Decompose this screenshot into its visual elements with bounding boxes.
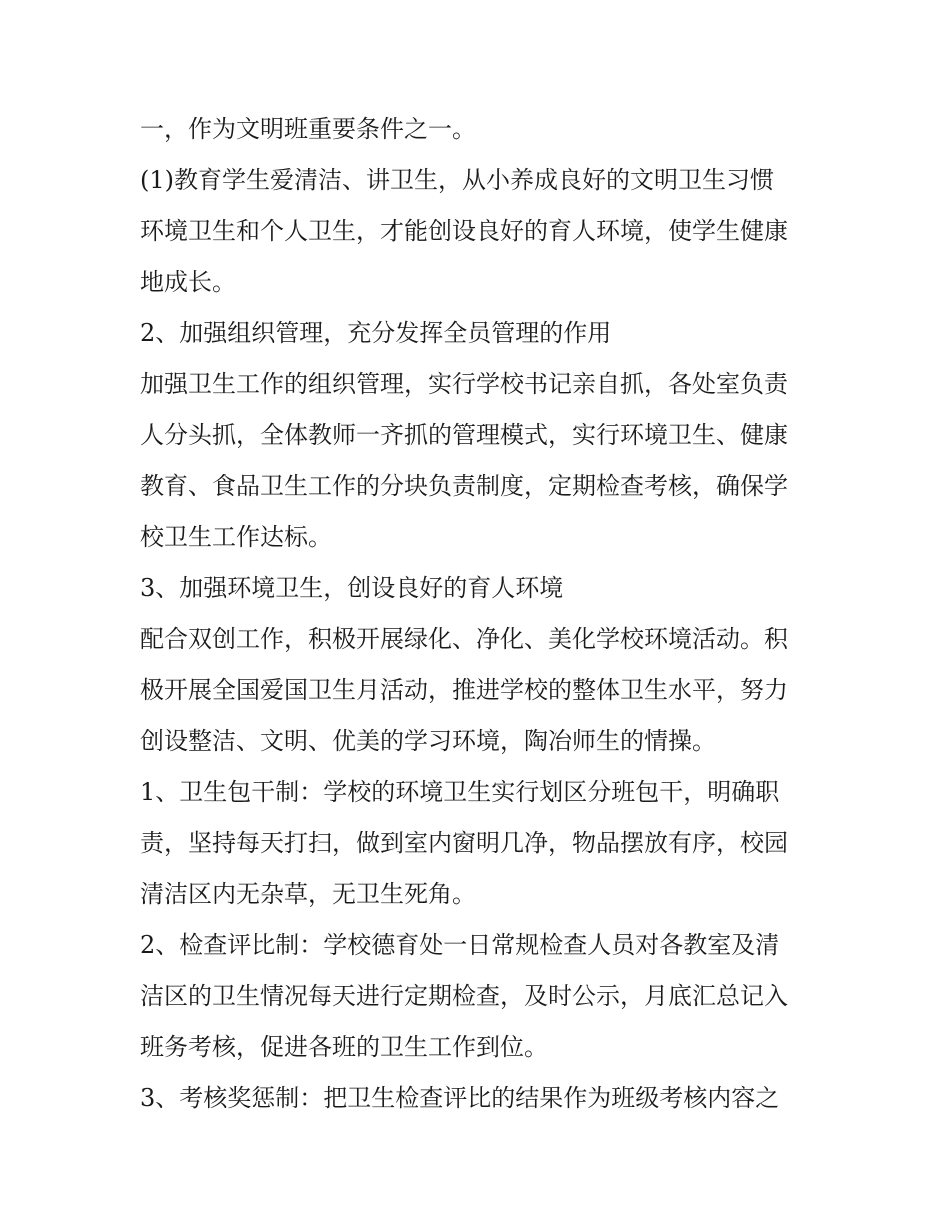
document-body	[140, 104, 820, 1124]
text-line: 清洁区内无杂草，无卫生死角。	[140, 880, 476, 908]
text-line: 班务考核，促进各班的卫生工作到位。	[140, 1033, 548, 1061]
text-line: 教育、食品卫生工作的分块负责制度，定期检查考核，确保学	[140, 472, 788, 500]
text-line: 责，坚持每天打扫，做到室内窗明几净，物品摆放有序，校园	[140, 829, 788, 857]
text-line: 一，作为文明班重要条件之一。	[140, 115, 476, 143]
text-line: (1)教育学生爱清洁、讲卫生，从小养成良好的文明卫生习惯	[140, 166, 774, 194]
section-heading: 3、加强环境卫生，创设良好的育人环境	[140, 574, 564, 602]
text-line: 1、卫生包干制：学校的环境卫生实行划区分班包干，明确职	[140, 778, 780, 806]
text-line: 配合双创工作，积极开展绿化、净化、美化学校环境活动。积	[140, 625, 788, 653]
text-line: 人分头抓，全体教师一齐抓的管理模式，实行环境卫生、健康	[140, 421, 788, 449]
text-line: 环境卫生和个人卫生，才能创设良好的育人环境，使学生健康	[140, 217, 788, 245]
text-line: 极开展全国爱国卫生月活动，推进学校的整体卫生水平，努力	[140, 676, 788, 704]
text-line: 创设整洁、文明、优美的学习环境，陶冶师生的情操。	[140, 727, 716, 755]
text-line: 加强卫生工作的组织管理，实行学校书记亲自抓，各处室负责	[140, 370, 788, 398]
text-line: 3、考核奖惩制：把卫生检查评比的结果作为班级考核内容之	[140, 1084, 780, 1112]
text-line: 洁区的卫生情况每天进行定期检查，及时公示，月底汇总记入	[140, 982, 788, 1010]
text-line: 地成长。	[140, 268, 236, 296]
text-line: 2、检查评比制：学校德育处一日常规检查人员对各教室及清	[140, 931, 780, 959]
section-heading: 2、加强组织管理，充分发挥全员管理的作用	[140, 319, 612, 347]
text-line: 校卫生工作达标。	[140, 523, 332, 551]
